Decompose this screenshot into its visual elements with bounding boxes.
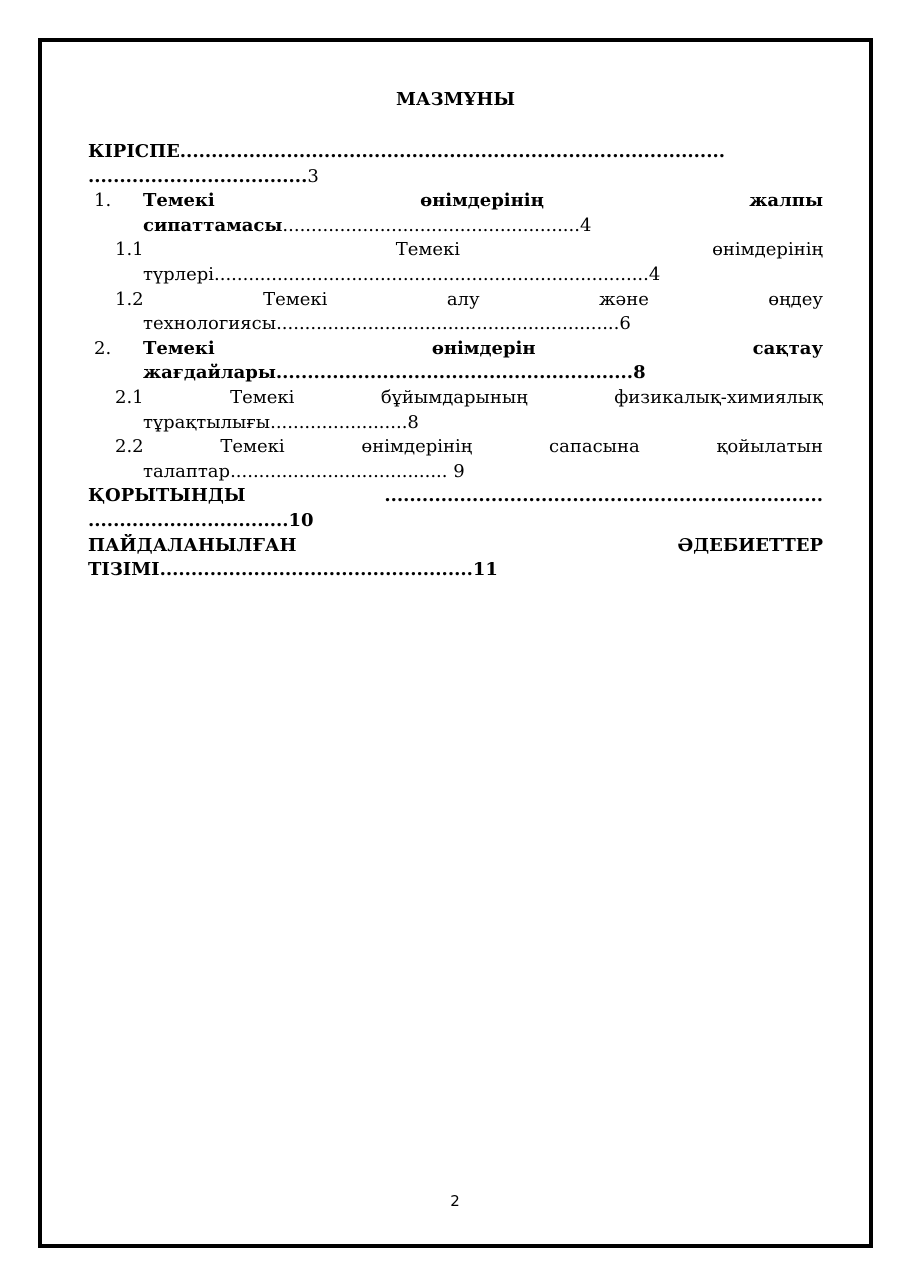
toc-ch2-word1: Темекі xyxy=(143,337,215,359)
toc-ch2-word2: өнімдерін xyxy=(431,337,536,359)
toc-ch1-2-title-cont: технологиясы xyxy=(143,313,277,335)
toc-ch1-1-dots: ............................................................................ xyxy=(214,263,649,285)
toc-entry-ch2-1-line1 xyxy=(88,386,823,411)
toc-entry-ch1-2-line1 xyxy=(88,288,823,313)
toc-conclusion-dots-1: ...................................................................... xyxy=(384,485,823,507)
toc-ch2-word3: сақтау xyxy=(752,337,823,359)
toc-entry-ch2-2-line1 xyxy=(88,435,823,460)
toc-ch2-2-number: 2.2 xyxy=(115,436,144,458)
toc-ch2-number: 2. xyxy=(94,337,112,359)
toc-entry-ch1-line2 xyxy=(88,214,823,239)
toc-ch1-2-word1: Темекі xyxy=(263,288,328,310)
toc-ch1-1-word2: өнімдерінің xyxy=(712,239,823,261)
toc-entry-conclusion-line2 xyxy=(88,509,823,534)
toc-ch2-page: 8 xyxy=(633,362,646,384)
toc-entry-ch2-line1 xyxy=(88,337,823,362)
toc-ch1-2-word2: алу xyxy=(446,288,480,310)
toc-ch2-2-word1: Темекі xyxy=(220,436,285,458)
toc-intro-page: 3 xyxy=(307,165,319,187)
toc-ch1-2-word4: өңдеу xyxy=(768,288,823,310)
toc-conclusion-dots-2: ................................ xyxy=(88,509,289,531)
toc-ch2-1-page: 8 xyxy=(407,411,419,433)
toc-entry-ch2-2-line2 xyxy=(88,460,823,485)
toc-entry-references-line1 xyxy=(88,534,823,559)
toc-entry-ch2-1-line2 xyxy=(88,411,823,436)
toc-ch1-word2: өнімдерінің xyxy=(420,190,544,212)
toc-ch1-title-cont: сипаттамасы xyxy=(143,214,283,236)
toc-entry-intro-line1 xyxy=(88,140,823,165)
toc-ch2-1-title-cont: тұрақтылығы xyxy=(143,411,271,433)
toc-ch2-title-cont: жағдайлары xyxy=(143,362,276,384)
table-of-contents xyxy=(88,88,823,583)
toc-entry-references-line2 xyxy=(88,558,823,583)
page-title: МАЗМҰНЫ xyxy=(396,89,515,110)
toc-ch1-1-number: 1.1 xyxy=(115,239,144,261)
toc-ch2-2-page: 9 xyxy=(453,460,465,482)
toc-ch1-page: 4 xyxy=(579,214,592,236)
toc-entry-ch1-2-line2 xyxy=(88,312,823,337)
toc-references-word2: ӘДЕБИЕТТЕР xyxy=(677,534,823,556)
toc-entry-ch2-line2 xyxy=(88,361,823,386)
toc-ch1-number: 1. xyxy=(94,190,112,212)
toc-ch1-1-word1: Темекі xyxy=(395,239,461,261)
toc-ch2-1-word1: Темекі xyxy=(230,386,295,408)
toc-ch1-2-dots: ............................................................ xyxy=(276,313,620,335)
toc-ch2-dots: ......................................................... xyxy=(275,362,634,384)
toc-ch2-2-word4: қойылатын xyxy=(716,436,823,458)
toc-ch1-dots: .................................................... xyxy=(282,214,580,236)
toc-ch2-2-word2: өнімдерінің xyxy=(361,436,473,458)
toc-references-dots: .................................................. xyxy=(159,559,473,581)
toc-ch2-2-dots: ...................................... xyxy=(230,460,448,482)
toc-ch2-2-word3: сапасына xyxy=(549,436,640,458)
toc-ch1-1-title-cont: түрлері xyxy=(143,263,215,285)
toc-entry-ch1-1-line2 xyxy=(88,263,823,288)
toc-ch2-1-number: 2.1 xyxy=(115,386,144,408)
toc-entry-ch1-1-line1 xyxy=(88,238,823,263)
toc-entry-intro-line2 xyxy=(88,165,823,190)
toc-ch1-1-page: 4 xyxy=(648,263,661,285)
toc-intro-dots-2: ................................... xyxy=(88,165,308,187)
toc-ch1-word3: жалпы xyxy=(749,190,823,212)
toc-ch1-2-word3: және xyxy=(599,288,649,310)
toc-conclusion-page: 10 xyxy=(288,509,314,531)
toc-ch2-2-title-cont: талаптар xyxy=(143,460,231,482)
toc-ch2-1-dots: ........................ xyxy=(270,411,408,433)
page-number: 2 xyxy=(450,1192,460,1210)
toc-entry-conclusion-line1 xyxy=(88,484,823,509)
toc-entry-ch1-line1 xyxy=(88,189,823,214)
toc-conclusion-title: ҚОРЫТЫНДЫ xyxy=(88,485,246,507)
toc-ch1-word1: Темекі xyxy=(143,190,215,212)
toc-ch1-2-number: 1.2 xyxy=(115,288,144,310)
toc-ch2-1-word3: физикалық-химиялық xyxy=(614,386,823,408)
toc-references-word1: ПАЙДАЛАНЫЛҒАН xyxy=(88,534,297,556)
toc-ch1-2-page: 6 xyxy=(619,313,631,335)
toc-ch2-1-word2: бұйымдарының xyxy=(380,386,528,408)
toc-intro-dots-1: КІРІСПЕ....................................................................................... xyxy=(88,141,725,162)
toc-references-page: 11 xyxy=(472,559,498,581)
toc-references-title-cont: ТІЗІМІ xyxy=(88,559,160,581)
